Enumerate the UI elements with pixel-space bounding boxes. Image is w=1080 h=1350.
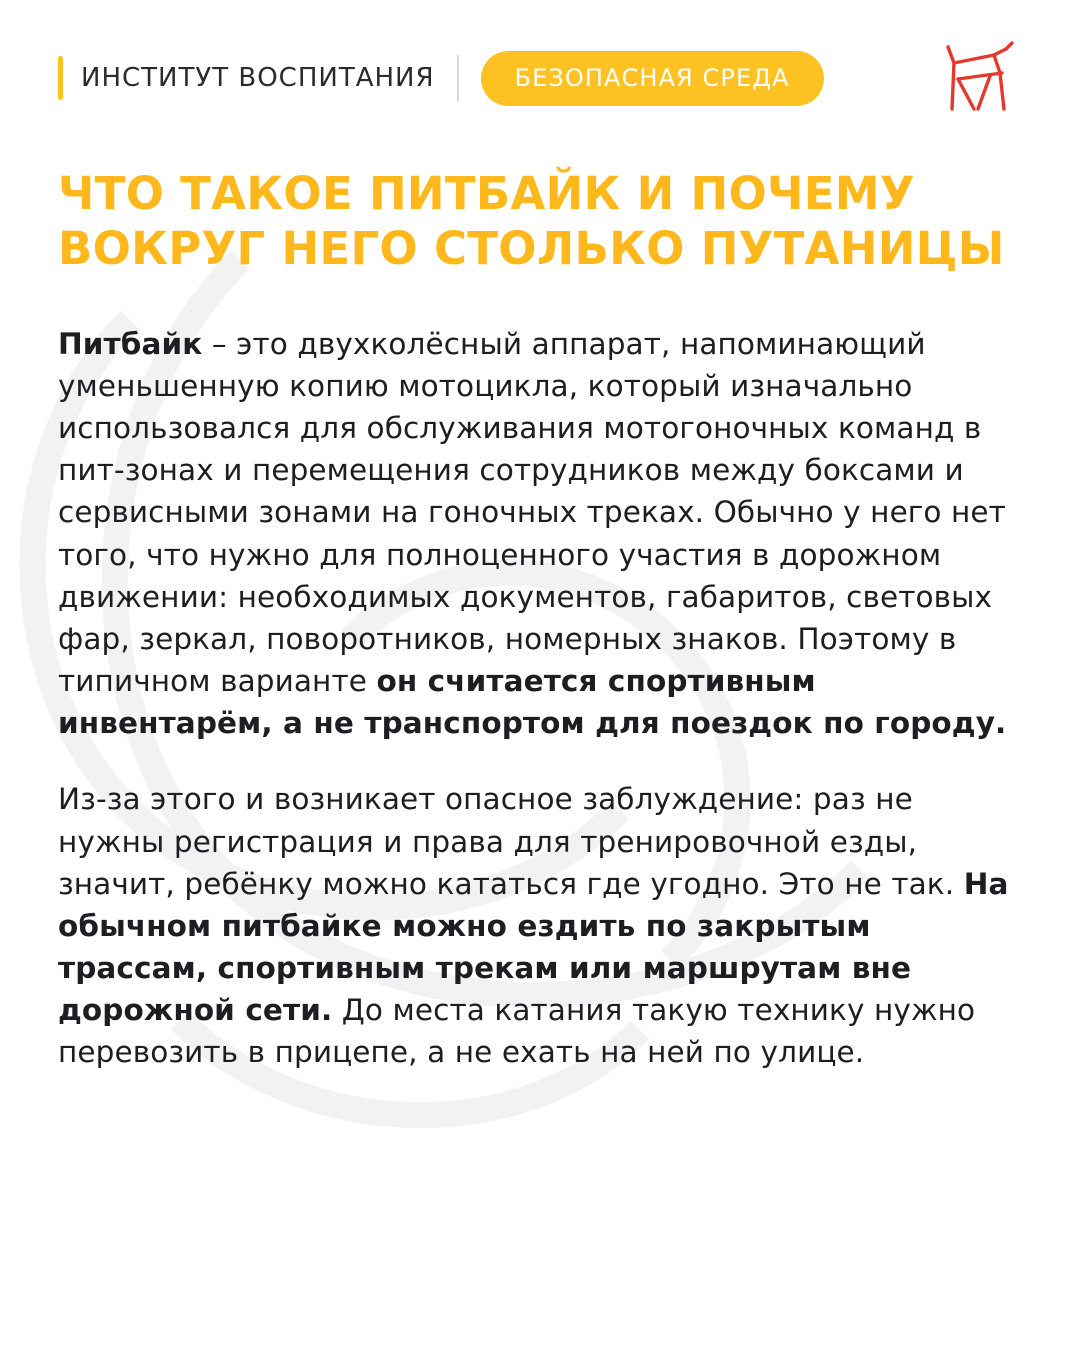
brand-accent-bar — [58, 56, 63, 100]
brand-name: ИНСТИТУТ ВОСПИТАНИЯ — [81, 63, 435, 93]
paragraph-2: Из-за этого и возникает опасное заблуждение: раз не нужны регистрация и права для тренировочной езды, значит, ребёнку можно кататься где угодно. Это не так. На обычном питбайке можно ездить по закрытым трассам, спортивным трекам или маршрутам вне дорожной сети. До места катания такую технику нужно перевозить в прицепе, а не ехать на ней по улице. — [58, 782, 1009, 1070]
header — [58, 46, 1022, 110]
page-title: ЧТО ТАКОЕ ПИТБАЙК И ПОЧЕМУ ВОКРУГ НЕГО СТОЛЬКО ПУТАНИЦЫ — [58, 167, 1005, 276]
category-badge: БЕЗОПАСНАЯ СРЕДА — [481, 51, 824, 106]
header-divider — [457, 55, 459, 101]
horse-logo-icon — [934, 39, 1022, 117]
paragraph-1: Питбайк – это двухколёсный аппарат, напоминающий уменьшенную копию мотоцикла, который изначально использовался для обслуживания мотогоночных команд в пит-зонах и перемещения сотрудников между боксами и сервисными зонами на гоночных треках. Обычно у него нет того, что нужно для полноценного участия в дорожном движении: необходимых документов, габаритов, световых фар, зеркал, поворотников, номерных знаков. Поэтому в типичном варианте он считается спортивным инвентарём, а не транспортом для поездок по городу. — [58, 326, 1007, 741]
article-body — [58, 323, 1018, 1074]
